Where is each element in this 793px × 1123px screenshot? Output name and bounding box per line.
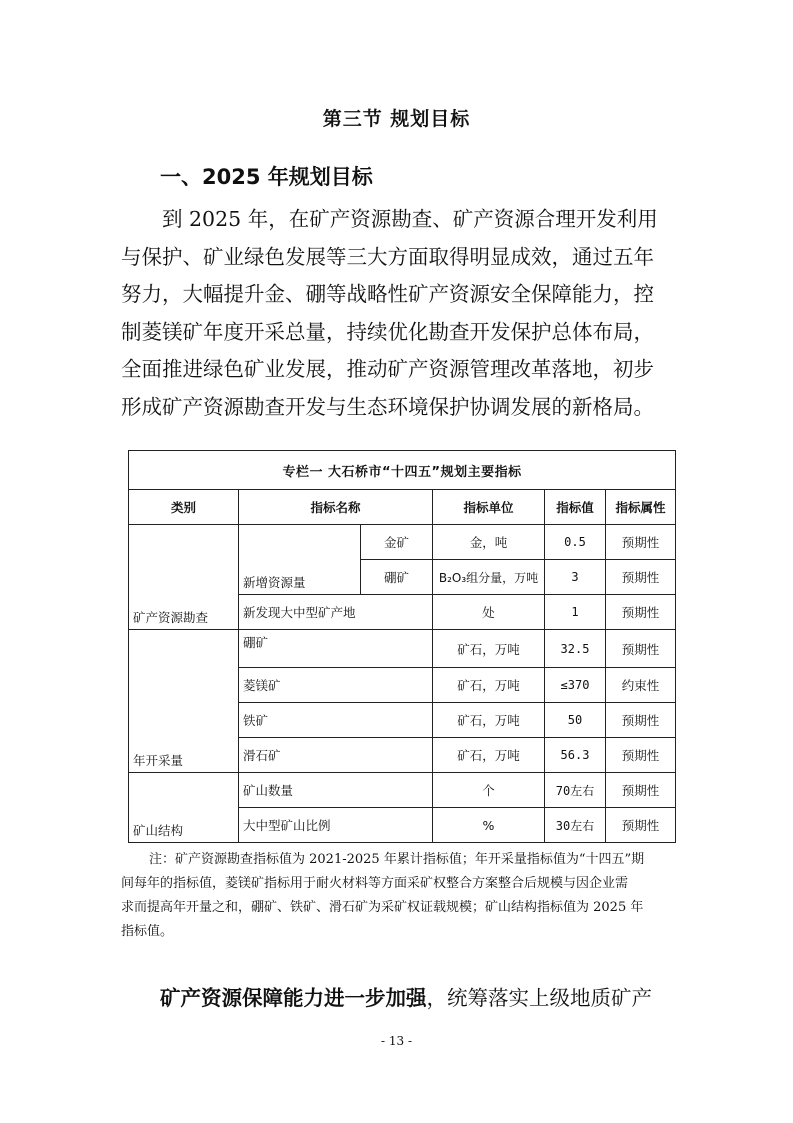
table-row (129, 773, 676, 808)
attribute-cell: 预期性 (606, 630, 676, 668)
subsection-heading: 一、2025 年规划目标 (160, 165, 373, 189)
header-category: 类别 (129, 490, 239, 525)
attribute-cell: 预期性 (606, 703, 676, 738)
note-line: 求而提高年开量之和，硼矿、铁矿、滑石矿为采矿权证载规模；矿山结构指标值为 2025 年 (121, 900, 644, 915)
header-unit: 指标单位 (433, 490, 545, 525)
attribute-cell: 预期性 (606, 773, 676, 808)
unit-cell: 个 (433, 773, 545, 808)
paragraph-line: 到 2025 年，在矿产资源勘查、矿产资源合理开发利用 (162, 207, 658, 231)
paragraph-lead: 矿产资源保障能力进一步加强 (160, 986, 427, 1010)
indicator-name: 铁矿 (239, 703, 433, 738)
paragraph-line: 与保护、矿业绿色发展等三大方面取得明显成效，通过五年 (121, 244, 654, 269)
value-cell: 56.3 (545, 738, 606, 773)
attribute-cell: 约束性 (606, 668, 676, 703)
mineral-gold: 金矿 (361, 525, 433, 560)
category-structure: 矿山结构 (129, 773, 239, 843)
paragraph-line: 努力，大幅提升金、硼等战略性矿产资源安全保障能力，控 (121, 282, 654, 306)
header-value: 指标值 (545, 490, 606, 525)
unit-cell: 矿石，万吨 (433, 703, 545, 738)
unit-cell: 金，吨 (433, 525, 545, 560)
unit-cell: 矿石，万吨 (433, 668, 545, 703)
paragraph-line: 制菱镁矿年度开采总量，持续优化勘查开发保护总体布局， (121, 319, 654, 344)
paragraph-line: 全面推进绿色矿业发展，推动矿产资源管理改革落地，初步 (121, 357, 654, 381)
attribute-cell: 预期性 (606, 808, 676, 843)
unit-cell: B₂O₃组分量，万吨 (433, 560, 545, 595)
value-cell: 0.5 (545, 525, 606, 560)
note-line: 间每年的指标值，菱镁矿指标用于耐火材料等方面采矿权整合方案整合后规模与因企业需 (121, 876, 629, 891)
value-cell: ≤370 (545, 668, 606, 703)
value-cell: 32.5 (545, 630, 606, 668)
category-mining: 年开采量 (129, 630, 239, 773)
indicator-name: 矿山数量 (239, 773, 433, 808)
page-number: - 13 - (380, 1034, 412, 1048)
table-row (129, 630, 676, 668)
table-row (129, 525, 676, 560)
unit-cell: 处 (433, 595, 545, 630)
table-note (121, 848, 687, 944)
attribute-cell: 预期性 (606, 560, 676, 595)
category-exploration: 矿产资源勘查 (129, 525, 239, 630)
value-cell: 70左右 (545, 773, 606, 808)
note-line: 指标值。 (121, 924, 174, 939)
indicator-new-deposit: 新发现大中型矿产地 (239, 595, 433, 630)
indicator-name: 大中型矿山比例 (239, 808, 433, 843)
note-line: 注：矿产资源勘查指标值为 2021-2025 年累计指标值；年开采量指标值为“十四五”期 (149, 852, 645, 867)
indicator-name: 硼矿 (239, 630, 433, 668)
unit-cell: 矿石，万吨 (433, 630, 545, 668)
value-cell: 1 (545, 595, 606, 630)
table-caption: 专栏一 大石桥市“十四五”规划主要指标 (129, 451, 676, 490)
header-indicator-name: 指标名称 (239, 490, 433, 525)
attribute-cell: 预期性 (606, 595, 676, 630)
header-attribute: 指标属性 (606, 490, 676, 525)
paragraph-line: 形成矿产资源勘查开发与生态环境保护协调发展的新格局。 (121, 394, 654, 419)
indicator-table (128, 450, 676, 843)
mineral-boron: 硼矿 (361, 560, 433, 595)
value-cell: 50 (545, 703, 606, 738)
section-title: 第三节 规划目标 (322, 108, 471, 130)
next-paragraph (160, 981, 652, 1011)
indicator-name: 菱镁矿 (239, 668, 433, 703)
attribute-cell: 预期性 (606, 738, 676, 773)
unit-cell: % (433, 808, 545, 843)
unit-cell: 矿石，万吨 (433, 738, 545, 773)
target-paragraph (121, 201, 687, 426)
paragraph-text: ，统筹落实上级地质矿产 (426, 986, 652, 1010)
indicator-name: 滑石矿 (239, 738, 433, 773)
indicator-new-resources: 新增资源量 (239, 525, 361, 595)
attribute-cell: 预期性 (606, 525, 676, 560)
value-cell: 30左右 (545, 808, 606, 843)
table-header-row (129, 490, 676, 525)
value-cell: 3 (545, 560, 606, 595)
